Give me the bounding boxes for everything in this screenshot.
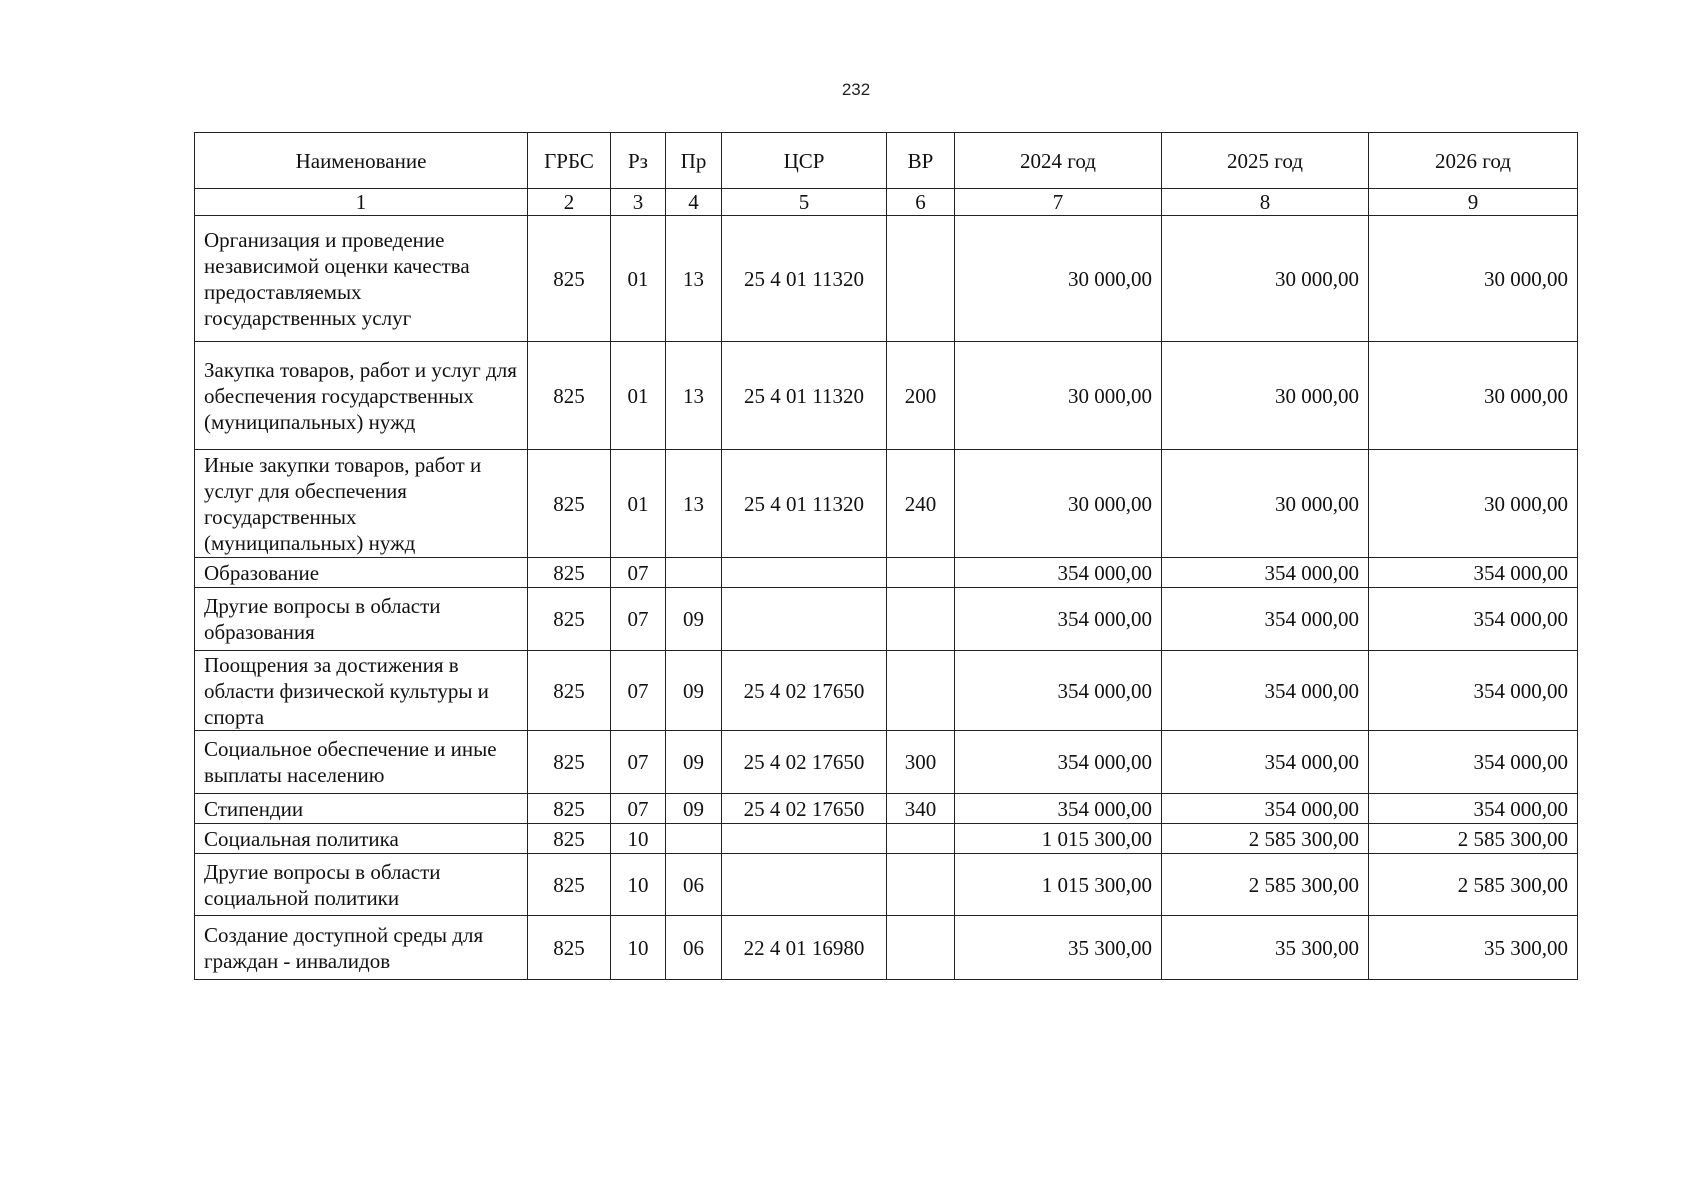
- row-rz: 01: [611, 342, 666, 450]
- column-number: 2: [528, 189, 611, 216]
- row-name: Организация и проведение независимой оценки качества предоставляемых государственных услуг: [195, 216, 528, 342]
- row-name: Социальное обеспечение и иные выплаты населению: [195, 731, 528, 794]
- row-csr: 25 4 02 17650: [722, 794, 887, 824]
- row-2026: 2 585 300,00: [1369, 824, 1578, 854]
- row-2026: 354 000,00: [1369, 794, 1578, 824]
- row-2025: 30 000,00: [1162, 216, 1369, 342]
- row-pr: 13: [666, 216, 722, 342]
- row-2026: 2 585 300,00: [1369, 854, 1578, 916]
- row-2026: 354 000,00: [1369, 558, 1578, 588]
- row-csr: [722, 854, 887, 916]
- row-2024: 354 000,00: [955, 588, 1162, 651]
- row-vr: 240: [887, 450, 955, 558]
- row-grbs: 825: [528, 651, 611, 731]
- row-pr: 06: [666, 916, 722, 980]
- row-2026: 30 000,00: [1369, 216, 1578, 342]
- row-csr: 25 4 01 11320: [722, 342, 887, 450]
- row-grbs: 825: [528, 916, 611, 980]
- row-2024: 354 000,00: [955, 794, 1162, 824]
- column-number: 3: [611, 189, 666, 216]
- row-name: Иные закупки товаров, работ и услуг для обеспечения государственных (муниципальных) нужд: [195, 450, 528, 558]
- header-2025: 2025 год: [1162, 133, 1369, 189]
- row-pr: [666, 824, 722, 854]
- row-rz: 07: [611, 731, 666, 794]
- row-2024: 1 015 300,00: [955, 854, 1162, 916]
- row-rz: 07: [611, 558, 666, 588]
- row-2025: 354 000,00: [1162, 731, 1369, 794]
- table-row: [195, 450, 1578, 558]
- row-2025: 30 000,00: [1162, 342, 1369, 450]
- page-number: 232: [841, 80, 871, 99]
- header-csr: ЦСР: [722, 133, 887, 189]
- row-2026: 30 000,00: [1369, 342, 1578, 450]
- row-2026: 354 000,00: [1369, 588, 1578, 651]
- row-grbs: 825: [528, 824, 611, 854]
- table-row: [195, 731, 1578, 794]
- header-rz: Рз: [611, 133, 666, 189]
- row-2025: 354 000,00: [1162, 558, 1369, 588]
- table-row: [195, 216, 1578, 342]
- column-number: 1: [195, 189, 528, 216]
- row-grbs: 825: [528, 731, 611, 794]
- row-2024: 354 000,00: [955, 731, 1162, 794]
- row-2024: 354 000,00: [955, 651, 1162, 731]
- row-name: Создание доступной среды для граждан - инвалидов: [195, 916, 528, 980]
- column-number: 4: [666, 189, 722, 216]
- row-name: Другие вопросы в области социальной политики: [195, 854, 528, 916]
- table-row: [195, 651, 1578, 731]
- row-rz: 10: [611, 824, 666, 854]
- row-rz: 10: [611, 916, 666, 980]
- row-name: Образование: [195, 558, 528, 588]
- row-2024: 30 000,00: [955, 450, 1162, 558]
- row-vr: [887, 916, 955, 980]
- row-2024: 1 015 300,00: [955, 824, 1162, 854]
- row-2025: 354 000,00: [1162, 651, 1369, 731]
- row-grbs: 825: [528, 588, 611, 651]
- row-name: Социальная политика: [195, 824, 528, 854]
- row-csr: [722, 558, 887, 588]
- row-2024: 354 000,00: [955, 558, 1162, 588]
- table-row: [195, 794, 1578, 824]
- column-number: 5: [722, 189, 887, 216]
- header-name: Наименование: [195, 133, 528, 189]
- row-pr: 09: [666, 731, 722, 794]
- column-number: 8: [1162, 189, 1369, 216]
- row-rz: 01: [611, 450, 666, 558]
- row-2025: 354 000,00: [1162, 588, 1369, 651]
- row-name: Закупка товаров, работ и услуг для обеспечения государственных (муниципальных) нужд: [195, 342, 528, 450]
- header-vr: ВР: [887, 133, 955, 189]
- row-name: Стипендии: [195, 794, 528, 824]
- row-pr: 13: [666, 342, 722, 450]
- row-pr: 13: [666, 450, 722, 558]
- column-number: 7: [955, 189, 1162, 216]
- row-2026: 354 000,00: [1369, 651, 1578, 731]
- row-grbs: 825: [528, 342, 611, 450]
- row-name: Поощрения за достижения в области физической культуры и спорта: [195, 651, 528, 731]
- row-2024: 35 300,00: [955, 916, 1162, 980]
- header-pr: Пр: [666, 133, 722, 189]
- header-2024: 2024 год: [955, 133, 1162, 189]
- row-csr: [722, 588, 887, 651]
- row-pr: [666, 558, 722, 588]
- row-vr: [887, 651, 955, 731]
- table-row: [195, 854, 1578, 916]
- row-grbs: 825: [528, 854, 611, 916]
- row-csr: 25 4 01 11320: [722, 450, 887, 558]
- row-2025: 35 300,00: [1162, 916, 1369, 980]
- row-vr: [887, 216, 955, 342]
- row-csr: 25 4 02 17650: [722, 731, 887, 794]
- row-vr: 200: [887, 342, 955, 450]
- row-vr: 340: [887, 794, 955, 824]
- row-csr: 25 4 01 11320: [722, 216, 887, 342]
- table-row: [195, 588, 1578, 651]
- row-2026: 354 000,00: [1369, 731, 1578, 794]
- row-rz: 07: [611, 794, 666, 824]
- row-csr: 25 4 02 17650: [722, 651, 887, 731]
- row-rz: 10: [611, 854, 666, 916]
- row-pr: 06: [666, 854, 722, 916]
- budget-table: [194, 132, 1578, 980]
- row-rz: 01: [611, 216, 666, 342]
- row-name: Другие вопросы в области образования: [195, 588, 528, 651]
- row-pr: 09: [666, 651, 722, 731]
- table-row: [195, 916, 1578, 980]
- column-number: 9: [1369, 189, 1578, 216]
- row-grbs: 825: [528, 216, 611, 342]
- row-rz: 07: [611, 651, 666, 731]
- row-vr: 300: [887, 731, 955, 794]
- row-pr: 09: [666, 794, 722, 824]
- row-grbs: 825: [528, 558, 611, 588]
- row-grbs: 825: [528, 794, 611, 824]
- table-row: [195, 824, 1578, 854]
- row-vr: [887, 854, 955, 916]
- row-2026: 30 000,00: [1369, 450, 1578, 558]
- header-2026: 2026 год: [1369, 133, 1578, 189]
- row-vr: [887, 824, 955, 854]
- table-row: [195, 558, 1578, 588]
- row-csr: [722, 824, 887, 854]
- row-2026: 35 300,00: [1369, 916, 1578, 980]
- table-header-row: [195, 133, 1578, 189]
- column-number: 6: [887, 189, 955, 216]
- table-row: [195, 342, 1578, 450]
- row-2025: 2 585 300,00: [1162, 824, 1369, 854]
- header-grbs: ГРБС: [528, 133, 611, 189]
- row-2025: 30 000,00: [1162, 450, 1369, 558]
- row-2025: 2 585 300,00: [1162, 854, 1369, 916]
- row-2025: 354 000,00: [1162, 794, 1369, 824]
- row-2024: 30 000,00: [955, 342, 1162, 450]
- row-2024: 30 000,00: [955, 216, 1162, 342]
- row-vr: [887, 588, 955, 651]
- column-number-row: [195, 189, 1578, 216]
- row-rz: 07: [611, 588, 666, 651]
- row-pr: 09: [666, 588, 722, 651]
- row-grbs: 825: [528, 450, 611, 558]
- row-csr: 22 4 01 16980: [722, 916, 887, 980]
- row-vr: [887, 558, 955, 588]
